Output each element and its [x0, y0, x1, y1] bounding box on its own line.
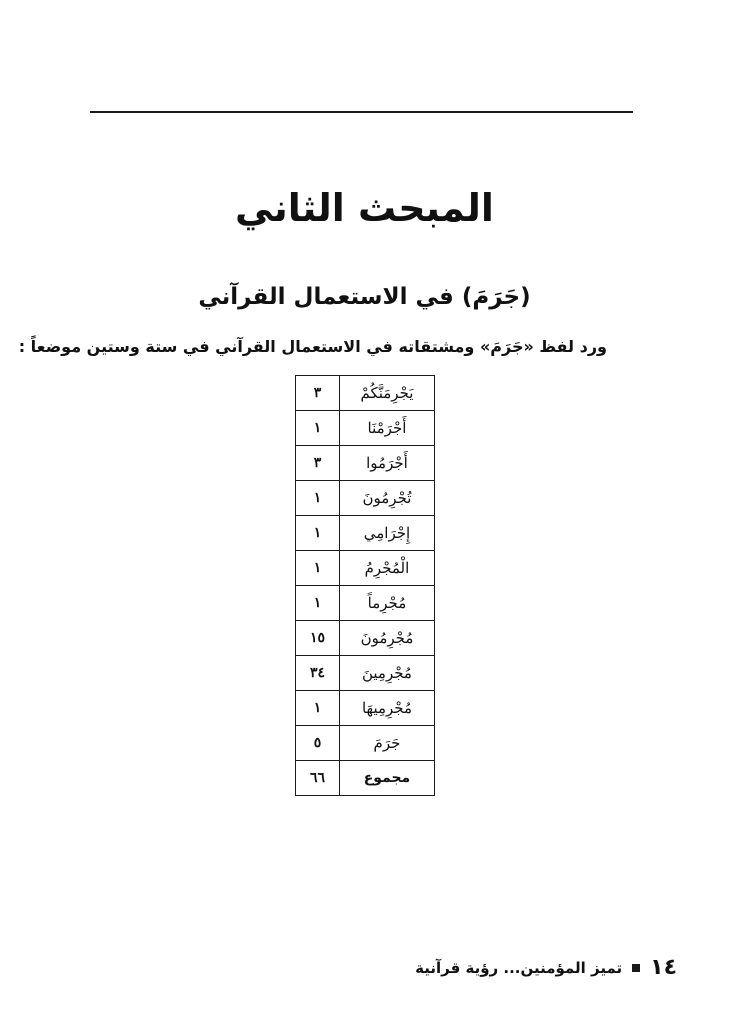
word-cell: مُجْرِمِيهَا [339, 691, 434, 726]
table-row [296, 376, 435, 411]
square-bullet-icon [632, 964, 640, 972]
word-cell: أَجْرَمْنَا [339, 411, 434, 446]
count-cell: ٥ [296, 726, 340, 761]
word-cell: الْمُجْرِمُ [339, 551, 434, 586]
table-total-row [296, 761, 435, 796]
table-row [296, 691, 435, 726]
word-cell: مُجْرِمُونَ [339, 621, 434, 656]
table-row [296, 516, 435, 551]
count-cell: ١ [296, 411, 340, 446]
count-cell: ١ [296, 551, 340, 586]
word-cell: مُجْرِمِينَ [339, 656, 434, 691]
table-row [296, 446, 435, 481]
count-cell: ٣ [296, 446, 340, 481]
table-row [296, 481, 435, 516]
section-heading: (جَرَمَ) في الاستعمال القرآني [198, 284, 531, 310]
intro-paragraph: ورد لفظ «جَرَمَ» ومشتقاته في الاستعمال القرآني في ستة وستين موضعاً : [18, 337, 607, 356]
count-cell: ١ [296, 586, 340, 621]
count-cell: ١ [296, 481, 340, 516]
table-row [296, 656, 435, 691]
word-cell: أَجْرَمُوا [339, 446, 434, 481]
table-row [296, 586, 435, 621]
word-cell: جَرَمَ [339, 726, 434, 761]
count-cell: ٣٤ [296, 656, 340, 691]
table-row [296, 411, 435, 446]
count-cell: ١ [296, 516, 340, 551]
count-cell: ١ [296, 691, 340, 726]
count-cell: ٣ [296, 376, 340, 411]
word-cell: تُجْرِمُونَ [339, 481, 434, 516]
table-row [296, 621, 435, 656]
table-row [296, 551, 435, 586]
total-label: مجموع [339, 761, 434, 796]
derivatives-table [295, 375, 435, 796]
word-cell: يَجْرِمَنَّكُمْ [339, 376, 434, 411]
total-count: ٦٦ [296, 761, 340, 796]
page-number: ١٤ [650, 955, 677, 980]
word-cell: إِجْرَامِي [339, 516, 434, 551]
chapter-title: المبحث الثاني [235, 186, 494, 230]
header-rule [90, 111, 633, 113]
running-book-title: تميز المؤمنين... رؤية قرآنية [415, 958, 623, 977]
table-row [296, 726, 435, 761]
word-cell: مُجْرِماً [339, 586, 434, 621]
page-footer [415, 955, 677, 980]
count-cell: ١٥ [296, 621, 340, 656]
